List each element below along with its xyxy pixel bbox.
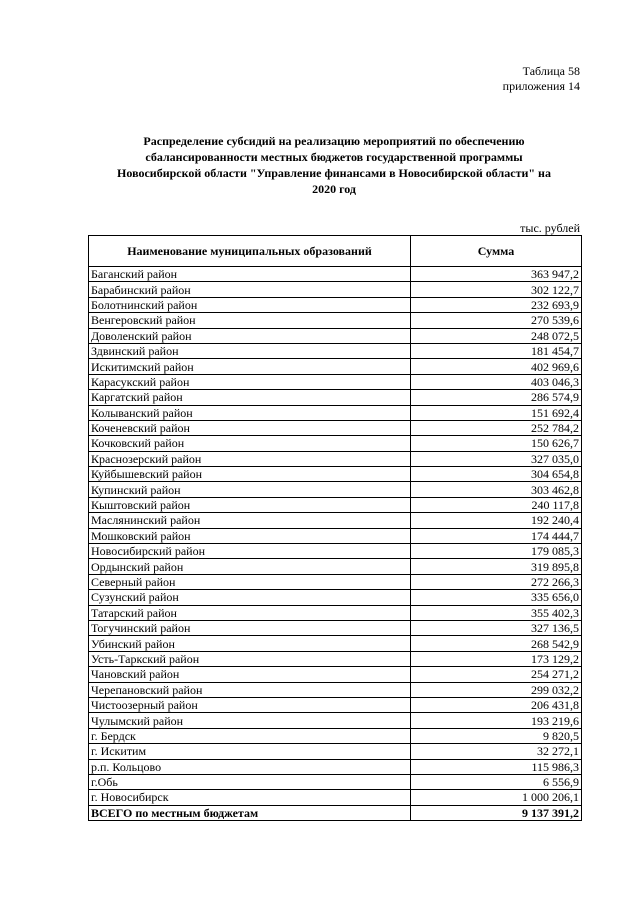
- table-row: [89, 328, 582, 343]
- table-row: [89, 620, 582, 635]
- municipality-name: Кыштовский район: [89, 497, 411, 512]
- municipality-name: г. Бердск: [89, 728, 411, 743]
- subsidy-amount: 363 947,2: [411, 267, 582, 282]
- municipality-name: Баганский район: [89, 267, 411, 282]
- subsidy-amount: 327 136,5: [411, 620, 582, 635]
- table-row: [89, 651, 582, 666]
- table-row: [89, 636, 582, 651]
- subsidy-amount: 268 542,9: [411, 636, 582, 651]
- municipality-name: Искитимский район: [89, 359, 411, 374]
- municipality-name: Маслянинский район: [89, 513, 411, 528]
- table-row: [89, 451, 582, 466]
- subsidy-amount: 192 240,4: [411, 513, 582, 528]
- municipality-name: Сузунский район: [89, 590, 411, 605]
- municipality-name: Доволенский район: [89, 328, 411, 343]
- table-row: [89, 482, 582, 497]
- municipality-name: Усть-Таркский район: [89, 651, 411, 666]
- table-row: [89, 467, 582, 482]
- table-row: [89, 559, 582, 574]
- title-line: Распределение субсидий на реализацию мероприятий по обеспечению: [143, 134, 525, 148]
- table-row: [89, 313, 582, 328]
- subsidy-amount: 303 462,8: [411, 482, 582, 497]
- table-row: [89, 574, 582, 589]
- table-number: Таблица 58: [522, 64, 580, 78]
- column-header-name: Наименование муниципальных образований: [89, 236, 411, 267]
- subsidy-amount: 403 046,3: [411, 374, 582, 389]
- municipality-name: г.Обь: [89, 774, 411, 789]
- subsidy-amount: 299 032,2: [411, 682, 582, 697]
- municipality-name: р.п. Кольцово: [89, 759, 411, 774]
- municipality-name: Карасукский район: [89, 374, 411, 389]
- municipality-name: Здвинский район: [89, 343, 411, 358]
- municipality-name: Краснозерский район: [89, 451, 411, 466]
- municipality-name: Чановский район: [89, 667, 411, 682]
- units-label: тыс. рублей: [520, 221, 580, 235]
- table-row: [89, 513, 582, 528]
- subsidy-amount: 150 626,7: [411, 436, 582, 451]
- subsidy-amount: 173 129,2: [411, 651, 582, 666]
- subsidy-amount: 304 654,8: [411, 467, 582, 482]
- table-row: [89, 374, 582, 389]
- municipality-name: г. Искитим: [89, 744, 411, 759]
- subsidy-amount: 252 784,2: [411, 420, 582, 435]
- subsidy-amount: 151 692,4: [411, 405, 582, 420]
- subsidy-amount: 327 035,0: [411, 451, 582, 466]
- municipality-name: Болотнинский район: [89, 297, 411, 312]
- table-row: [89, 605, 582, 620]
- municipality-name: Тогучинский район: [89, 620, 411, 635]
- municipality-name: Черепановский район: [89, 682, 411, 697]
- municipality-name: Чистоозерный район: [89, 697, 411, 712]
- table-row: [89, 528, 582, 543]
- document-title: [88, 133, 580, 197]
- table-row: [89, 682, 582, 697]
- subsidy-amount: 272 266,3: [411, 574, 582, 589]
- subsidy-amount: 302 122,7: [411, 282, 582, 297]
- table-row: [89, 436, 582, 451]
- title-line: Новосибирской области "Управление финансами в Новосибирской области" на: [117, 166, 551, 180]
- municipality-name: Мошковский район: [89, 528, 411, 543]
- subsidy-amount: 174 444,7: [411, 528, 582, 543]
- municipality-name: Убинский район: [89, 636, 411, 651]
- subsidy-amount: 115 986,3: [411, 759, 582, 774]
- total-label: ВСЕГО по местным бюджетам: [89, 805, 411, 820]
- table-row: [89, 667, 582, 682]
- column-header-amount: Сумма: [411, 236, 582, 267]
- municipality-name: Венгеровский район: [89, 313, 411, 328]
- table-row: [89, 544, 582, 559]
- table-row: [89, 759, 582, 774]
- subsidy-amount: 402 969,6: [411, 359, 582, 374]
- table-row: [89, 282, 582, 297]
- subsidy-amount: 32 272,1: [411, 744, 582, 759]
- table-header-row: [89, 236, 582, 267]
- table-row: [89, 390, 582, 405]
- table-row: [89, 267, 582, 282]
- total-row: [89, 805, 582, 820]
- table-row: [89, 697, 582, 712]
- municipality-name: Купинский район: [89, 482, 411, 497]
- subsidy-amount: 193 219,6: [411, 713, 582, 728]
- municipality-name: Северный район: [89, 574, 411, 589]
- subsidy-amount: 206 431,8: [411, 697, 582, 712]
- total-amount: 9 137 391,2: [411, 805, 582, 820]
- subsidy-amount: 181 454,7: [411, 343, 582, 358]
- table-row: [89, 744, 582, 759]
- table-row: [89, 713, 582, 728]
- subsidy-amount: 254 271,2: [411, 667, 582, 682]
- table-row: [89, 359, 582, 374]
- title-line: 2020 год: [312, 182, 356, 196]
- subsidy-amount: 232 693,9: [411, 297, 582, 312]
- subsidy-amount: 248 072,5: [411, 328, 582, 343]
- municipality-name: Барабинский район: [89, 282, 411, 297]
- municipality-name: г. Новосибирск: [89, 790, 411, 805]
- municipality-name: Каргатский район: [89, 390, 411, 405]
- municipality-name: Колыванский район: [89, 405, 411, 420]
- subsidy-amount: 179 085,3: [411, 544, 582, 559]
- table-row: [89, 297, 582, 312]
- table-row: [89, 343, 582, 358]
- title-line: сбалансированности местных бюджетов государственной программы: [145, 150, 523, 164]
- table-row: [89, 728, 582, 743]
- table-row: [89, 774, 582, 789]
- subsidy-amount: 240 117,8: [411, 497, 582, 512]
- subsidy-amount: 335 656,0: [411, 590, 582, 605]
- table-row: [89, 420, 582, 435]
- table-reference: [503, 64, 580, 94]
- subsidy-amount: 270 539,6: [411, 313, 582, 328]
- subsidy-amount: 6 556,9: [411, 774, 582, 789]
- municipality-name: Ордынский район: [89, 559, 411, 574]
- table-row: [89, 497, 582, 512]
- table-row: [89, 590, 582, 605]
- table-body: [89, 267, 582, 821]
- municipality-name: Татарский район: [89, 605, 411, 620]
- municipality-name: Новосибирский район: [89, 544, 411, 559]
- subsidy-amount: 319 895,8: [411, 559, 582, 574]
- municipality-name: Коченевский район: [89, 420, 411, 435]
- subsidy-table: [88, 235, 582, 821]
- subsidy-amount: 355 402,3: [411, 605, 582, 620]
- subsidy-amount: 9 820,5: [411, 728, 582, 743]
- table-row: [89, 790, 582, 805]
- appendix-reference: приложения 14: [502, 79, 580, 93]
- subsidy-amount: 1 000 206,1: [411, 790, 582, 805]
- municipality-name: Чулымский район: [89, 713, 411, 728]
- municipality-name: Куйбышевский район: [89, 467, 411, 482]
- municipality-name: Кочковский район: [89, 436, 411, 451]
- subsidy-amount: 286 574,9: [411, 390, 582, 405]
- table-row: [89, 405, 582, 420]
